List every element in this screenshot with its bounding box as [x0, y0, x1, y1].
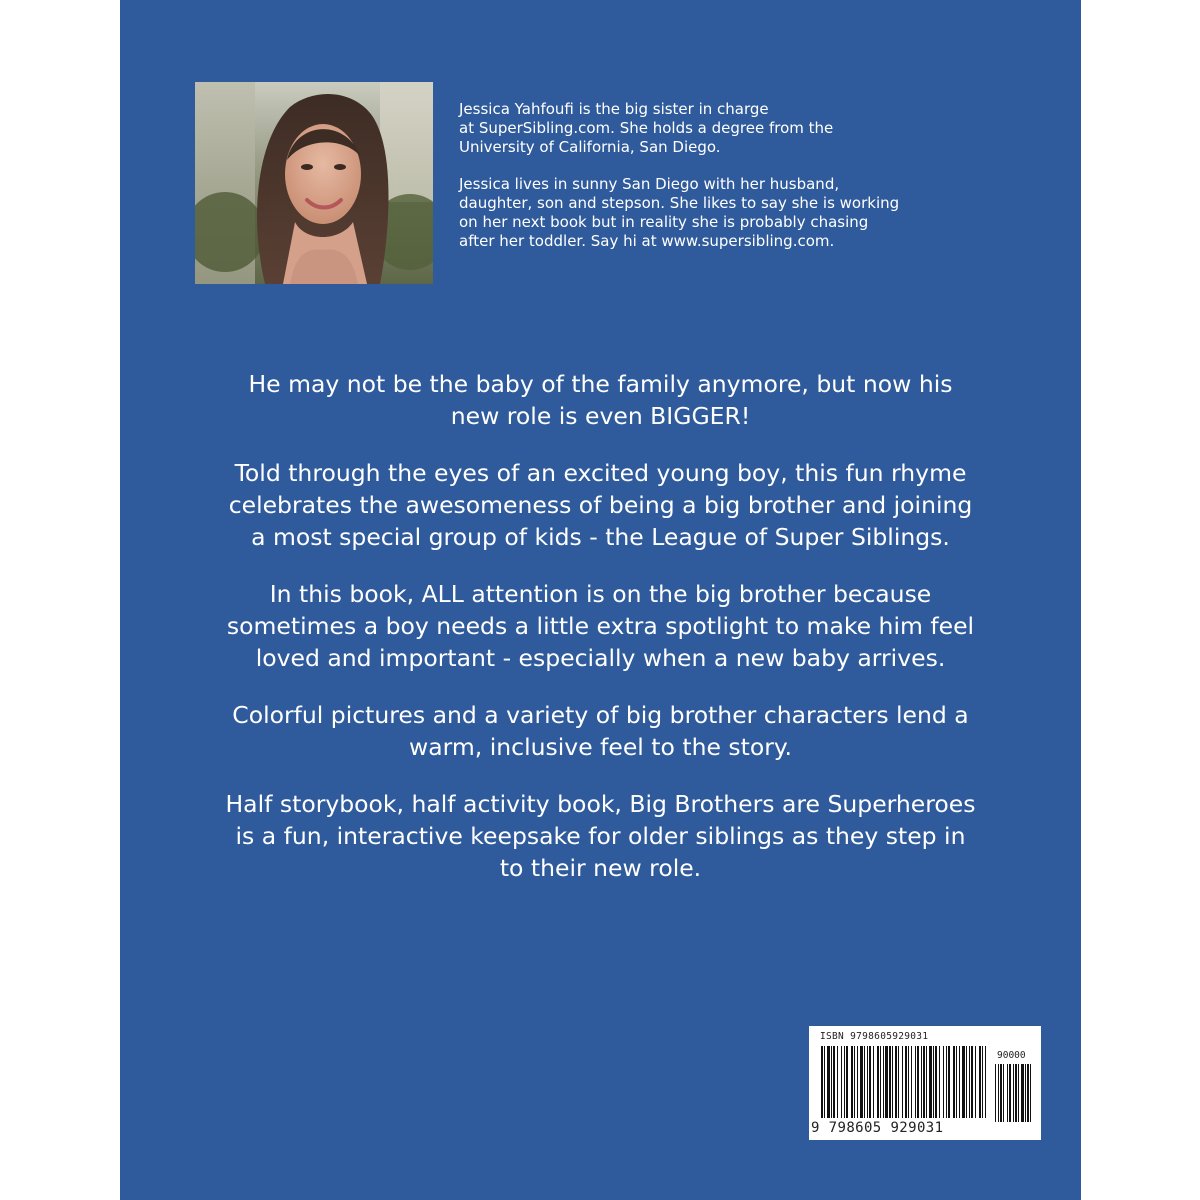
barcode-bar [851, 1046, 853, 1118]
barcode-bar [933, 1046, 934, 1118]
barcode-addon-bar [1015, 1064, 1017, 1122]
barcode-bar [867, 1046, 868, 1118]
barcode-addon-bar [1000, 1064, 1002, 1122]
barcode-bar [943, 1046, 944, 1118]
barcode-bar [898, 1046, 899, 1118]
blurb-line: to their new role. [499, 854, 702, 882]
blurb-line: In this book, ALL attention is on the big brother because [269, 580, 932, 608]
barcode-bar [889, 1046, 891, 1118]
blurb-line: loved and important - especially when a new baby arrives. [255, 644, 946, 672]
barcode-bar [959, 1046, 960, 1118]
barcode-bar [917, 1046, 919, 1118]
blurb-line: He may not be the baby of the family anymore, but now his [248, 370, 953, 398]
barcode-bar [911, 1046, 912, 1118]
barcode-addon-bar [1007, 1064, 1008, 1122]
barcode-bar [877, 1046, 879, 1118]
barcode-addon-bar [1003, 1064, 1004, 1122]
blurb-paragraph-1 [120, 368, 1081, 432]
barcode-bar [921, 1046, 922, 1118]
barcode-bar [969, 1046, 970, 1118]
barcode-bar [837, 1046, 838, 1118]
barcode-bar [885, 1046, 888, 1118]
barcode-bar [935, 1046, 937, 1118]
barcode-bar [979, 1046, 981, 1118]
barcode-bar [982, 1046, 983, 1118]
barcode-addon-bar [995, 1064, 996, 1122]
barcode-bars-icon [819, 1046, 1033, 1122]
price-code: 90000 [997, 1050, 1026, 1061]
barcode-bar [833, 1046, 835, 1118]
barcode-bar [915, 1046, 916, 1118]
barcode-addon-bar [1009, 1064, 1011, 1122]
barcode-bar [864, 1046, 865, 1118]
barcode-addon-bar [1018, 1064, 1019, 1122]
author-photo-image [195, 82, 433, 284]
barcode-bar [869, 1046, 871, 1118]
barcode-bar [846, 1046, 848, 1118]
barcode-bar [892, 1046, 893, 1118]
barcode-bar [966, 1046, 967, 1118]
barcode-bar [860, 1046, 863, 1118]
barcode-bar [908, 1046, 909, 1118]
author-bio-paragraph-1 [459, 100, 1019, 157]
barcode-bar [841, 1046, 842, 1118]
barcode-bar [854, 1046, 855, 1118]
barcode-bar [844, 1046, 845, 1118]
blurb-line: a most special group of kids - the League of Super Siblings. [251, 523, 950, 551]
blurb-line: is a fun, interactive keepsake for older siblings as they step in [235, 822, 966, 850]
blurb-paragraph-3 [120, 578, 1081, 674]
blurb-paragraph-4 [120, 699, 1081, 763]
barcode-bar [902, 1046, 903, 1118]
blurb-line: celebrates the awesomeness of being a big brother and joining [228, 491, 973, 519]
book-blurb [120, 368, 1081, 909]
barcode-addon-bar [1025, 1064, 1026, 1122]
barcode-bar [985, 1046, 986, 1118]
barcode-addon-bar [1021, 1064, 1024, 1122]
bio-line: at SuperSibling.com. She holds a degree from the [459, 119, 834, 137]
barcode-bar [905, 1046, 907, 1118]
barcode-bar [827, 1046, 830, 1118]
barcode-bar [923, 1046, 925, 1118]
blurb-line: Colorful pictures and a variety of big brother characters lend a [232, 701, 969, 729]
bio-line: on her next book but in reality she is probably chasing [459, 213, 869, 231]
barcode-bar [824, 1046, 825, 1118]
isbn-label: ISBN 9798605929031 [820, 1031, 929, 1042]
barcode-bar [946, 1046, 947, 1118]
author-bio-paragraph-2 [459, 175, 1019, 251]
barcode-bar [821, 1046, 823, 1118]
blurb-line: new role is even BIGGER! [450, 402, 751, 430]
blurb-line: sometimes a boy needs a little extra spotlight to make him feel [226, 612, 975, 640]
barcode-addon-bar [1027, 1064, 1029, 1122]
bio-line: University of California, San Diego. [459, 138, 721, 156]
barcode-bar [857, 1046, 858, 1118]
barcode-bar [953, 1046, 955, 1118]
blurb-line: Told through the eyes of an excited young boy, this fun rhyme [234, 459, 967, 487]
barcode-bar [948, 1046, 950, 1118]
bio-line: after her toddler. Say hi at www.supersibling.com. [459, 232, 835, 250]
barcode-bar [831, 1046, 832, 1118]
isbn-barcode [809, 1026, 1041, 1140]
barcode-bar [971, 1046, 973, 1118]
barcode-addon-bar [1030, 1064, 1031, 1122]
blurb-paragraph-5 [120, 788, 1081, 884]
barcode-bar [975, 1046, 976, 1118]
barcode-addon-bar [998, 1064, 999, 1122]
barcode-bar [956, 1046, 957, 1118]
author-photo [195, 82, 433, 284]
barcode-bar [962, 1046, 965, 1118]
back-cover [120, 0, 1081, 1200]
ean-digits: 9 798605 929031 [811, 1120, 944, 1136]
barcode-bar [873, 1046, 874, 1118]
barcode-bar [926, 1046, 927, 1118]
barcode-bar [880, 1046, 881, 1118]
bio-line: Jessica Yahfoufi is the big sister in charge [459, 100, 769, 118]
barcode-bar [895, 1046, 897, 1118]
blurb-paragraph-2 [120, 457, 1081, 553]
blurb-line: Half storybook, half activity book, Big Brothers are Superheroes [225, 790, 976, 818]
barcode-bar [939, 1046, 940, 1118]
barcode-addon-bar [1013, 1064, 1014, 1122]
barcode-bar [929, 1046, 932, 1118]
author-bio [459, 100, 1019, 269]
bio-line: Jessica lives in sunny San Diego with her husband, [459, 175, 840, 193]
barcode-bar [883, 1046, 884, 1118]
blurb-line: warm, inclusive feel to the story. [409, 733, 792, 761]
bio-line: daughter, son and stepson. She likes to say she is working [459, 194, 900, 212]
